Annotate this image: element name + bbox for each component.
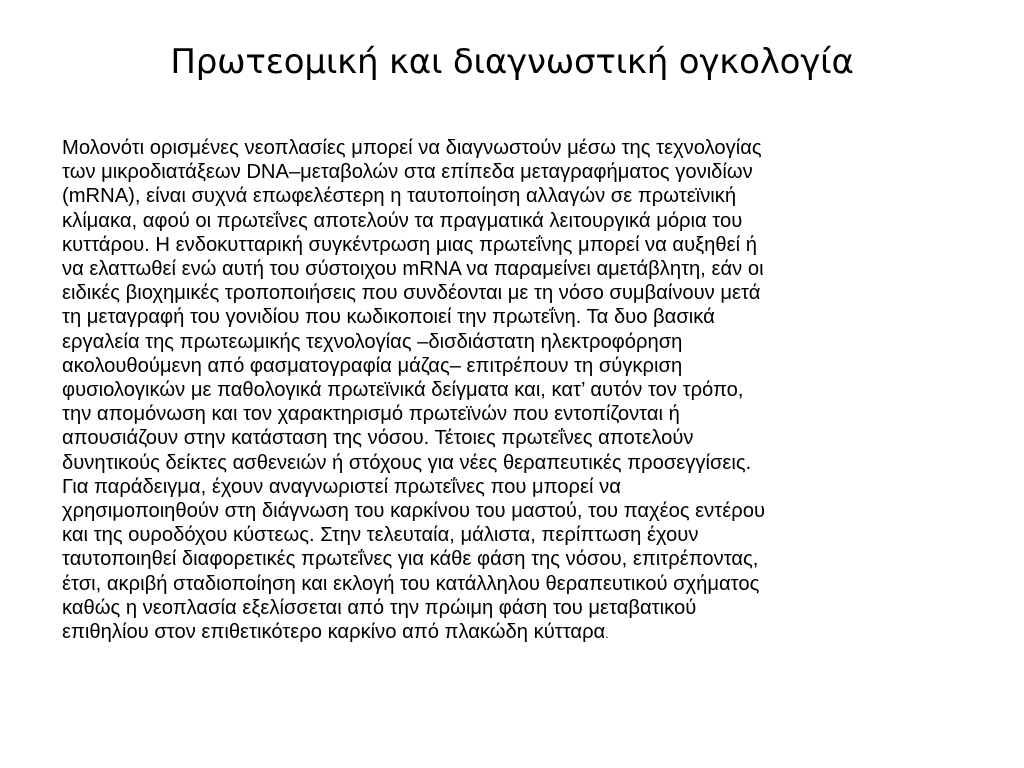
- body-line: την απομόνωση και τον χαρακτηρισμό πρωτεϊνών που εντοπίζονται ή: [62, 403, 680, 426]
- body-line: χρησιμοποιηθούν στη διάγνωση του καρκίνου του μαστού, του παχέος εντέρου: [62, 500, 765, 523]
- body-line: απουσιάζουν στην κατάσταση της νόσου. Τέτοιες πρωτεΐνες αποτελούν: [62, 427, 694, 450]
- body-line-text: επιθηλίου στον επιθετικότερο καρκίνο από πλακώδη κύτταρα: [62, 621, 606, 644]
- body-line: Μολονότι ορισμένες νεοπλασίες μπορεί να διαγνωστούν μέσω της τεχνολογίας: [62, 137, 762, 159]
- body-line: τη μεταγραφή του γονιδίου που κωδικοποιεί την πρωτεΐνη. Τα δυο βασικά: [62, 306, 715, 329]
- body-end-period: .: [605, 627, 609, 642]
- body-line: έτσι, ακριβή σταδιοποίηση και εκλογή του κατάλληλου θεραπευτικού σχήματος: [62, 572, 760, 595]
- body-line: ακολουθούμενη από φασματογραφία μάζας– επιτρέπουν τη σύγκριση: [62, 354, 683, 377]
- body-line: καθώς η νεοπλασία εξελίσσεται από την πρώιμη φάση του μεταβατικού: [62, 596, 697, 619]
- slide-body-text: [62, 136, 962, 646]
- body-line: Για παράδειγμα, έχουν αναγνωριστεί πρωτεΐνες που μπορεί να: [62, 475, 621, 498]
- slide-title: Πρωτεομική και διαγνωστική ογκολογία: [170, 42, 854, 82]
- body-line: εργαλεία της πρωτεωμικής τεχνολογίας –δισδιάστατη ηλεκτροφόρηση: [62, 330, 683, 353]
- body-line: δυνητικούς δείκτες ασθενειών ή στόχους για νέες θεραπευτικές προσεγγίσεις.: [62, 451, 752, 474]
- body-line: φυσιολογικών με παθολογικά πρωτεϊνικά δείγματα και, κατ’ αυτόν τον τρόπο,: [62, 379, 744, 402]
- body-line: (mRNA), είναι συχνά επωφελέστερη η ταυτοποίηση αλλαγών σε πρωτεϊνική: [62, 185, 737, 208]
- body-line: ειδικές βιοχημικές τροποποιήσεις που συνδέονται με τη νόσο συμβαίνουν μετά: [62, 282, 761, 305]
- body-line: κλίμακα, αφού οι πρωτεΐνες αποτελούν τα πραγματικά λειτουργικά μόρια του: [62, 209, 743, 232]
- body-line: να ελαττωθεί ενώ αυτή του σύστοιχου mRNA να παραμείνει αμετάβλητη, εάν οι: [62, 258, 764, 281]
- body-line-last: [62, 620, 962, 646]
- body-line: και της ουροδόχου κύστεως. Στην τελευταία, μάλιστα, περίπτωση έχουν: [62, 524, 699, 547]
- body-line: των μικροδιατάξεων DNA–μεταβολών στα επίπεδα μεταγραφήματος γονιδίων: [62, 161, 753, 184]
- body-line: ταυτοποιηθεί διαφορετικές πρωτεΐνες για κάθε φάση της νόσου, επιτρέποντας,: [62, 548, 759, 571]
- body-line: κυττάρου. Η ενδοκυτταρική συγκέντρωση μιας πρωτεΐνης μπορεί να αυξηθεί ή: [62, 233, 757, 256]
